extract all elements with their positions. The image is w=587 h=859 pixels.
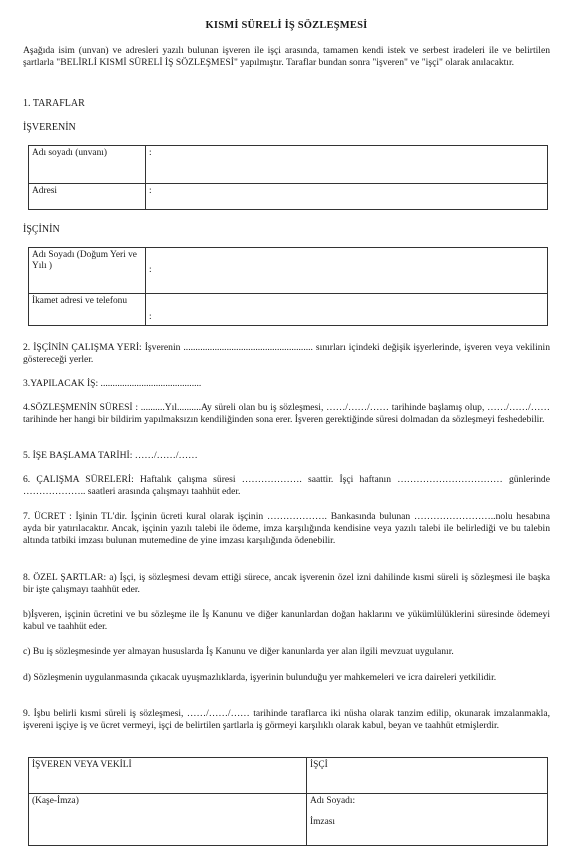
section-special-terms-c: c) Bu iş sözleşmesinde yer almayan hususlarda İş Kanunu ve diğer kanunlarda yer alan ilgili mevzuat uygulanır. (23, 646, 454, 657)
worker-name-sign-label: Adı Soyadı: (310, 796, 356, 806)
employer-name-label: Adı soyadı (unvanı) (29, 146, 146, 184)
section-signing-clause: 9. İşbu belirli kısmi süreli iş sözleşmesi, ……/……/…… tarihinde taraflarca iki nüsha olarak tanzim edilip, okunarak imzalanmakla, işvereni işçiye iş ve ücret vermeyi, işçi de belirtilen şartlarla iş görmeyi karşılıklı olarak kabul, beyan ve taahhüt etmişlerdir. (23, 708, 550, 731)
section-special-terms-d: d) Sözleşmenin uygulanmasında çıkacak uyuşmazlıklarda, işyerinin bulunduğu yer mahkemeleri ve icra daireleri yetkilidir. (23, 672, 497, 683)
worker-table (28, 247, 548, 326)
worker-address-colon: : (149, 312, 152, 322)
worker-signature-cell[interactable] (307, 794, 548, 846)
section-job: 3.YAPILACAK İŞ: .......................................... (23, 378, 202, 389)
worker-heading: İŞÇİNİN (23, 224, 60, 235)
section-wage: 7. ÜCRET : İşinin TL'dir. İşçinin ücreti kural olarak işçinin ………………. Bankasında bulunan ……………………..nolu hesabına ayda bir yatırılacaktır. Ancak, işçinin yazılı talebi ile ödeme, imza karşılığında kendisine veya yazılı talebi ile belirlediği ve bu talebin altında tatbiki imzası bulunan mutemedine de yine imzası karşılığında ödenebilir. (23, 511, 550, 546)
employer-address-value[interactable] (146, 184, 548, 210)
section-special-terms-a: 8. ÖZEL ŞARTLAR: a) İşçi, iş sözleşmesi devam ettiği sürece, ancak işverenin özel izni dahilinde kısmi süreli iş sözleşmesi ile başka bir işte çalışmayı taahhüt eder. (23, 572, 550, 595)
employer-table (28, 145, 548, 210)
intro-paragraph: Aşağıda isim (unvan) ve adresleri yazılı bulunan işveren ile işçi arasında, tamamen kendi istek ve serbest iradeleri ile ve belirtilen şartlarla "BELİRLİ KISMİ SÜRELİ İŞ SÖZLEŞMESİ" yapılmıştır. Taraflar bundan sonra "işveren" ve "işçi" olarak anılacaktır. (23, 45, 550, 68)
section-special-terms-b: b)İşveren, işçinin ücretini ve bu sözleşme ile İş Kanunu ve diğer kanunlardan doğan haklarını ve yükümlülüklerini süresinde ödemeyi kabul ve taahhüt eder. (23, 609, 550, 632)
document-title: KISMİ SÜRELİ İŞ SÖZLEŞMESİ (205, 20, 368, 31)
employer-heading: İŞVERENİN (23, 122, 76, 133)
employer-stamp-cell[interactable] (29, 794, 307, 846)
worker-name-colon: : (149, 265, 152, 275)
section-working-hours: 6. ÇALIŞMA SÜRELERİ: Haftalık çalışma süresi ………………. saattir. İşçi haftanın …………………………… günlerinde ……………….. saatleri arasında çalışmayı taahhüt eder. (23, 474, 550, 497)
worker-address-label: İkamet adresi ve telefonu (29, 294, 146, 326)
worker-sign-label: İmzası (310, 817, 335, 827)
employer-address-colon: : (149, 186, 152, 196)
worker-name-label: Adı Soyadı (Doğum Yeri ve Yılı ) (29, 248, 146, 294)
employer-signature-heading: İŞVEREN VEYA VEKİLİ (29, 758, 307, 794)
section-parties-heading: 1. TARAFLAR (23, 98, 85, 109)
employer-name-colon: : (149, 148, 152, 158)
employer-name-value[interactable] (146, 146, 548, 184)
section-start-date: 5. İŞE BAŞLAMA TARİHİ: ……/……/…… (23, 450, 198, 461)
signature-table (28, 757, 548, 846)
employer-stamp-label: (Kaşe-İmza) (32, 796, 79, 806)
employer-address-label: Adresi (29, 184, 146, 210)
section-workplace: 2. İŞÇİNİN ÇALIŞMA YERİ: İşverenin ...................................................... sınırları içindeki değişik işyerlerinde, işveren veya vekilinin göstereceği yerler. (23, 342, 550, 365)
section-duration: 4.SÖZLEŞMENİN SÜRESİ : ..........Yıl..........Ay süreli olan bu iş sözleşmesi, ……/……/…… tarihinde başlamış olup, ……/……/…… tarihinde her hangi bir bildirim yapılmaksızın kendiliğinden sona erer. İşveren gerektiğinde süresi dolmadan da sözleşmeyi feshedebilir. (23, 402, 550, 425)
worker-signature-heading: İŞÇİ (307, 758, 548, 794)
worker-address-value[interactable] (146, 294, 548, 326)
worker-name-value[interactable] (146, 248, 548, 294)
